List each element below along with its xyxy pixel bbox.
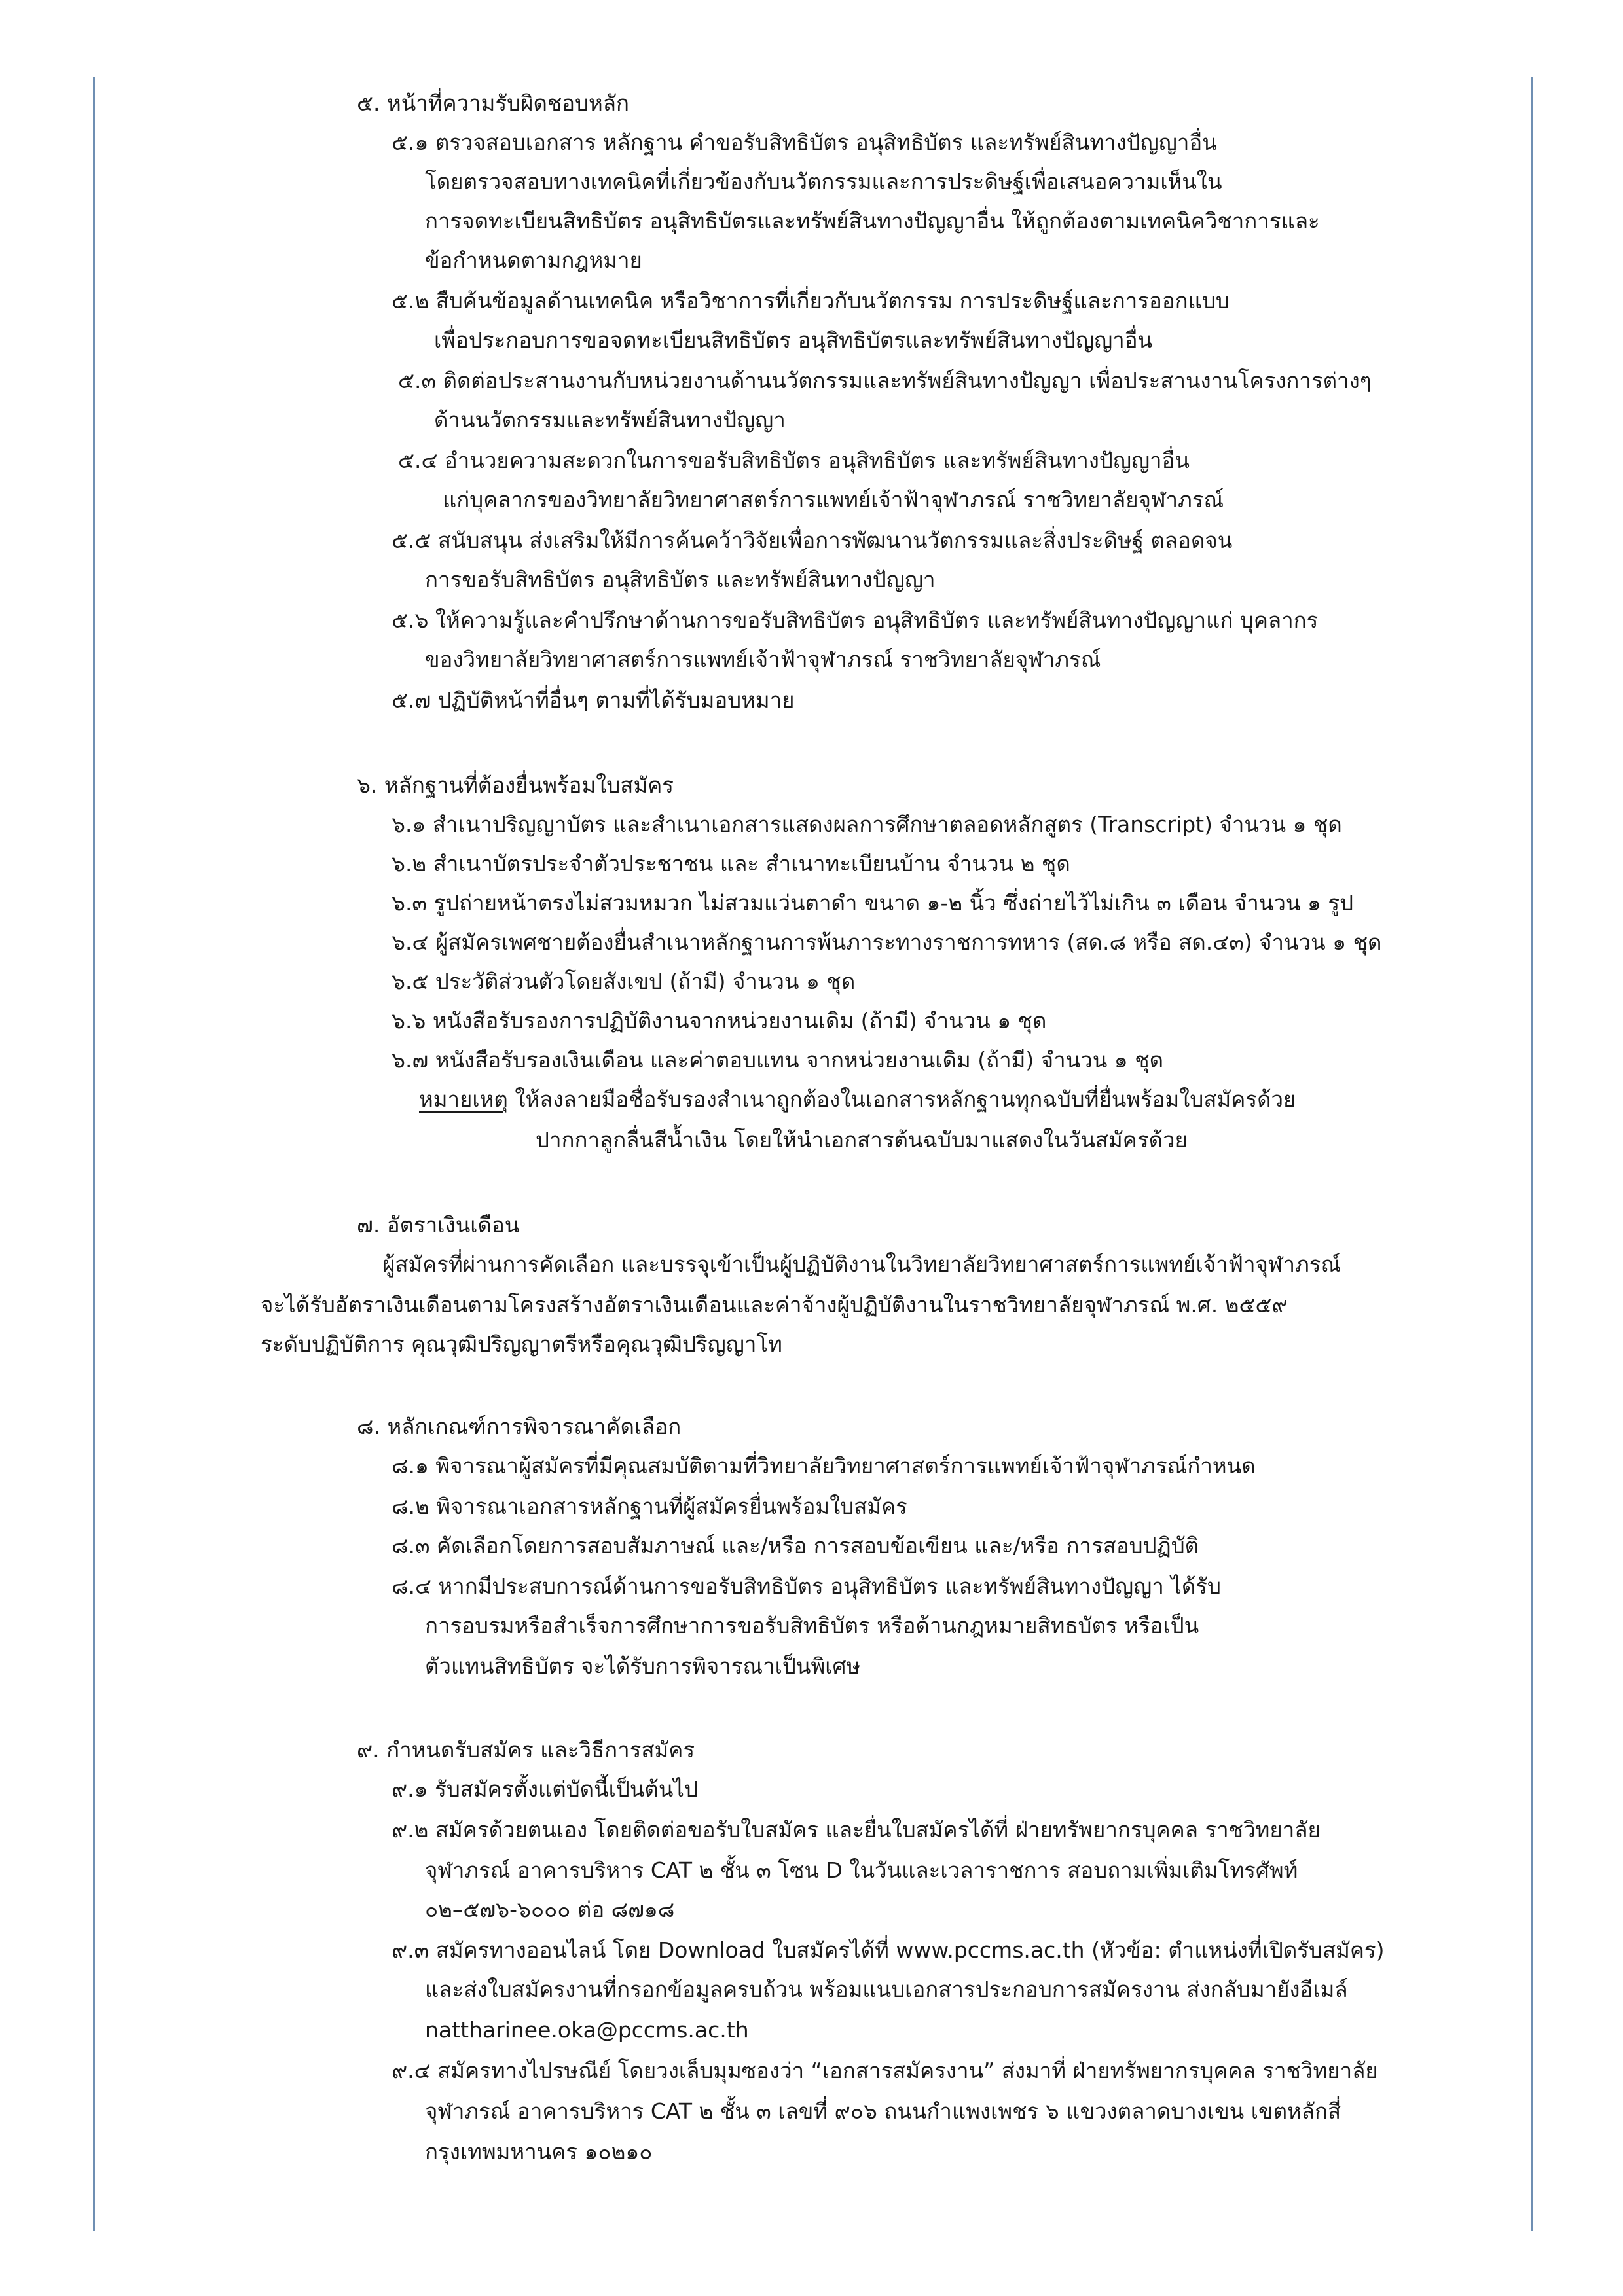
section-9-line: ๙.๑ รับสมัครตั้งแต่บัดนี้เป็นต้นไป: [392, 1776, 698, 1802]
section-8-line: ๘.๓ คัดเลือกโดยการสอบสัมภาษณ์ และ/หรือ การสอบข้อเขียน และ/หรือ การสอบปฏิบัติ: [392, 1533, 1199, 1558]
page-border-left: [93, 77, 95, 2231]
note-label: หมายเหตุ: [419, 1086, 508, 1112]
section-9-line: จุฬาภรณ์ อาคารบริหาร CAT ๒ ชั้น ๓ โซน D ในวันและเวลาราชการ สอบถามเพิ่มเติมโทรศัพท์: [425, 1857, 1298, 1883]
section-5-line: เพื่อประกอบการขอจดทะเบียนสิทธิบัตร อนุสิทธิบัตรและทรัพย์สินทางปัญญาอื่น: [434, 327, 1153, 353]
section-5-line: แก่บุคลากรของวิทยาลัยวิทยาศาสตร์การแพทย์เจ้าฟ้าจุฬาภรณ์ ราชวิทยาลัยจุฬาภรณ์: [443, 487, 1224, 512]
section-5-line: ของวิทยาลัยวิทยาศาสตร์การแพทย์เจ้าฟ้าจุฬาภรณ์ ราชวิทยาลัยจุฬาภรณ์: [425, 647, 1101, 672]
section-8-heading: ๘. หลักเกณฑ์การพิจารณาคัดเลือก: [357, 1414, 682, 1439]
section-8-line: ตัวแทนสิทธิบัตร จะได้รับการพิจารณาเป็นพิเศษ: [425, 1653, 861, 1679]
section-8-line: ๘.๔ หากมีประสบการณ์ด้านการขอรับสิทธิบัตร อนุสิทธิบัตร และทรัพย์สินทางปัญญา ได้รับ: [392, 1573, 1221, 1599]
section-6-heading: ๖. หลักฐานที่ต้องยื่นพร้อมใบสมัคร: [357, 772, 674, 798]
section-5-line: ด้านนวัตกรรมและทรัพย์สินทางปัญญา: [434, 407, 786, 433]
section-6-note-line: ปากกาลูกลื่นสีน้ำเงิน โดยให้นำเอกสารต้นฉบับมาแสดงในวันสมัครด้วย: [536, 1127, 1188, 1153]
section-6-line: ๖.๖ หนังสือรับรองการปฏิบัติงานจากหน่วยงานเดิม (ถ้ามี) จำนวน ๑ ชุด: [392, 1008, 1047, 1033]
section-9-heading: ๙. กำหนดรับสมัคร และวิธีการสมัคร: [357, 1737, 695, 1763]
section-9-line: ๙.๒ สมัครด้วยตนเอง โดยติดต่อขอรับใบสมัคร และยื่นใบสมัครได้ที่ ฝ่ายทรัพยากรบุคคล ราชวิทยาลัย: [392, 1817, 1321, 1842]
section-6-line: ๖.๓ รูปถ่ายหน้าตรงไม่สวมหมวก ไม่สวมแว่นตาดำ ขนาด ๑-๒ นิ้ว ซึ่งถ่ายไว้ไม่เกิน ๓ เดือน จำนวน ๑ รูป: [392, 890, 1354, 916]
section-5-line: การจดทะเบียนสิทธิบัตร อนุสิทธิบัตรและทรัพย์สินทางปัญญาอื่น ให้ถูกต้องตามเทคนิควิชาการและ: [425, 208, 1320, 234]
section-6-line: ๖.๔ ผู้สมัครเพศชายต้องยื่นสำเนาหลักฐานการพ้นภาระทางราชการทหาร (สด.๘ หรือ สด.๔๓) จำนวน ๑ ชุด: [392, 929, 1382, 955]
section-6-line: ๖.๒ สำเนาบัตรประจำตัวประชาชน และ สำเนาทะเบียนบ้าน จำนวน ๒ ชุด: [392, 851, 1070, 876]
section-5-line: โดยตรวจสอบทางเทคนิคที่เกี่ยวข้องกับนวัตกรรมและการประดิษฐ์เพื่อเสนอความเห็นใน: [425, 169, 1222, 194]
section-7-line: ระดับปฏิบัติการ คุณวุฒิปริญญาตรีหรือคุณวุฒิปริญญาโท: [261, 1331, 782, 1357]
section-9-line: ๙.๔ สมัครทางไปรษณีย์ โดยวงเล็บมุมซองว่า “เอกสารสมัครงาน” ส่งมาที่ ฝ่ายทรัพยากรบุคคล ราชวิทยาลัย: [392, 2058, 1378, 2083]
section-6-note: [419, 1086, 1296, 1113]
section-5-line: ๕.๖ ให้ความรู้และคำปรึกษาด้านการขอรับสิทธิบัตร อนุสิทธิบัตร และทรัพย์สินทางปัญญาแก่ บุคลากร: [392, 607, 1319, 633]
section-5-line: ข้อกำหนดตามกฎหมาย: [425, 247, 642, 273]
section-5-line: ๕.๒ สืบค้นข้อมูลด้านเทคนิค หรือวิชาการที่เกี่ยวกับนวัตกรรม การประดิษฐ์และการออกแบบ: [392, 288, 1230, 314]
section-6-line: ๖.๗ หนังสือรับรองเงินเดือน และค่าตอบแทน จากหน่วยงานเดิม (ถ้ามี) จำนวน ๑ ชุด: [392, 1047, 1164, 1073]
section-5-line: การขอรับสิทธิบัตร อนุสิทธิบัตร และทรัพย์สินทางปัญญา: [425, 567, 936, 592]
section-5-line: ๕.๕ สนับสนุน ส่งเสริมให้มีการค้นคว้าวิจัยเพื่อการพัฒนานวัตกรรมและสิ่งประดิษฐ์ ตลอดจน: [392, 528, 1233, 553]
section-9-line: ๐๒–๕๗๖-๖๐๐๐ ต่อ ๘๗๑๘: [425, 1897, 675, 1922]
section-8-line: ๘.๒ พิจารณาเอกสารหลักฐานที่ผู้สมัครยื่นพร้อมใบสมัคร: [392, 1494, 907, 1519]
page-border-right: [1531, 77, 1533, 2231]
section-5-line: ๕.๗ ปฏิบัติหน้าที่อื่นๆ ตามที่ได้รับมอบหมาย: [392, 687, 795, 713]
section-5-line: ๕.๑ ตรวจสอบเอกสาร หลักฐาน คำขอรับสิทธิบัตร อนุสิทธิบัตร และทรัพย์สินทางปัญญาอื่น: [392, 130, 1217, 155]
section-8-line: การอบรมหรือสำเร็จการศึกษาการขอรับสิทธิบัตร หรือด้านกฎหมายสิทธบัตร หรือเป็น: [425, 1613, 1199, 1638]
section-9-line: จุฬาภรณ์ อาคารบริหาร CAT ๒ ชั้น ๓ เลขที่ ๙๐๖ ถนนกำแพงเพชร ๖ แขวงตลาดบางเขน เขตหลักสี่: [425, 2098, 1341, 2124]
section-6-line: ๖.๕ ประวัติส่วนตัวโดยสังเขป (ถ้ามี) จำนวน ๑ ชุด: [392, 969, 856, 994]
note-text: ให้ลงลายมือชื่อรับรองสำเนาถูกต้องในเอกสารหลักฐานทุกฉบับที่ยื่นพร้อมใบสมัครด้วย: [507, 1086, 1296, 1112]
section-5-line: ๕.๔ อำนวยความสะดวกในการขอรับสิทธิบัตร อนุสิทธิบัตร และทรัพย์สินทางปัญญาอื่น: [398, 448, 1190, 473]
section-9-line: ๙.๓ สมัครทางออนไลน์ โดย Download ใบสมัครได้ที่ www.pccms.ac.th (หัวข้อ: ตำแหน่งที่เปิดรับสมัคร): [392, 1937, 1385, 1963]
section-7-line: ผู้สมัครที่ผ่านการคัดเลือก และบรรจุเข้าเป็นผู้ปฏิบัติงานในวิทยาลัยวิทยาศาสตร์การแพทย์เจ้าฟ้าจุฬาภรณ์: [382, 1251, 1341, 1277]
section-5-heading: ๕. หน้าที่ความรับผิดชอบหลัก: [357, 90, 629, 116]
section-5-line: ๕.๓ ติดต่อประสานงานกับหน่วยงานด้านนวัตกรรมและทรัพย์สินทางปัญญา เพื่อประสานงานโครงการต่างๆ: [398, 368, 1372, 393]
section-9-line: และส่งใบสมัครงานที่กรอกข้อมูลครบถ้วน พร้อมแนบเอกสารประกอบการสมัครงาน ส่งกลับมายังอีเมล์: [425, 1977, 1348, 2002]
section-8-line: ๘.๑ พิจารณาผู้สมัครที่มีคุณสมบัติตามที่วิทยาลัยวิทยาศาสตร์การแพทย์เจ้าฟ้าจุฬาภรณ์กำหนด: [392, 1453, 1256, 1479]
section-7-line: จะได้รับอัตราเงินเดือนตามโครงสร้างอัตราเงินเดือนและค่าจ้างผู้ปฏิบัติงานในราชวิทยาลัยจุฬาภรณ์ พ.ศ. ๒๕๕๙: [261, 1292, 1288, 1318]
section-9-line: กรุงเทพมหานคร ๑๐๒๑๐: [425, 2139, 653, 2164]
section-6-line: ๖.๑ สำเนาปริญญาบัตร และสำเนาเอกสารแสดงผลการศึกษาตลอดหลักสูตร (Transcript) จำนวน ๑ ชุด: [392, 812, 1342, 837]
email-link[interactable]: nattharinee.oka@pccms.ac.th: [425, 2017, 749, 2043]
section-7-heading: ๗. อัตราเงินเดือน: [357, 1212, 520, 1238]
